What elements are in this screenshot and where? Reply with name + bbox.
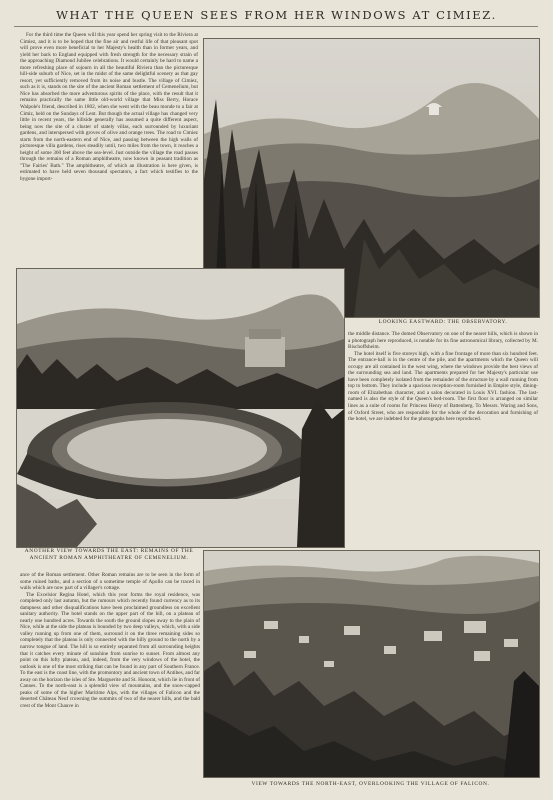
article-column-left-top (20, 32, 198, 264)
caption-amphitheatre (16, 548, 202, 562)
article-paragraph: ance of the Roman settlement. Other Roman remains are to be seen in the form of some ruined baths, and a section of a sometime temple of Apollo can be traced in walls which are now part of a villager's cottage. (20, 572, 200, 592)
header-rule (14, 26, 538, 27)
caption-amphitheatre-line2: ANCIENT ROMAN AMPHITHEATRE OF CEMENELIUM. (29, 555, 189, 561)
falicon-photo (203, 550, 540, 778)
article-column-left-bottom (20, 572, 200, 794)
article-paragraph: the middle distance. The domed Observatory on one of the nearer hills, which is shown in a photograph here reproduced, is notable for its fine astronomical library, collected by M. Bischoffsheim. (348, 331, 538, 351)
caption-falicon: VIEW TOWARDS THE NORTH-EAST, OVERLOOKING THE VILLAGE OF FALICON. (251, 781, 490, 787)
caption-amphitheatre-line1: ANOTHER VIEW TOWARDS THE EAST: REMAINS OF THE (24, 548, 194, 554)
caption-observatory: LOOKING EASTWARD: THE OBSERVATORY. (378, 319, 508, 325)
article-paragraph: The Excelsior Regina Hotel, which this year forms the royal residence, was completed only last autumn, but the rumours which recently found currency as to its dampness and other disqualifications have been proclaimed groundless on excellent sanitary authority. The hotel stands on the upper part of the hill, on a plateau of nearly one hundred acres. Towards the south the ground slopes away to the plain of Nice, while at the side the plateau is bounded by two deep valleys, which, with a side valley running up from one of them, surround it on the three remaining sides so completely that the plateau is only connected with the hilly ground to the north by a narrow tongue of land. The hill is so entirely separated from all surrounding heights that it catches every minute of sunshine from sunrise to sunset. From almost any point on this lofty plateau, and, indeed, from the very windows of the hotel, the outlook is one of the most striking that can be found in any part of Southern France. To the east is the coast line, with the promontory and ancient town of Antibes, and far away on the horizon the isles of Ste. Marguerite and St. Honorat, which lie in front of Cannes. To the north-east is a splendid view of mountains, and the snow-capped peaks of some of the higher Maritime Alps, with the villages of Falicon and the deserted Château Neuf crowning the summits of two of the nearer hills, and the bald crest of the Mont Chauve in (20, 591, 200, 709)
page-title: WHAT THE QUEEN SEES FROM HER WINDOWS AT CIMIEZ. (56, 8, 497, 22)
article-paragraph: For the third time the Queen will this year spend her spring visit to the Riviera at Cimiez, and it is to be hoped that the fine air and restful life of that pleasant spot will prove even more beneficial to her Majesty's health than in former years, and yield her back to England equipped with fresh strength for the necessary strain of the approaching Diamond Jubilee celebrations. It would certainly be hard to name a more refreshing place of sojourn in all the beautiful Riviera than the picturesque hill-side suburb of Nice, set in the midst of the same delightful scenery as that gay resort, yet sufficiently removed from its noise and bustle. The village of Cimiez, such as it is, stands on the site of the ancient Roman settlement of Cemenelium, but Nice has absorbed the more adventurous spirits of the place, with the result that it remains practically the same little old-world village that Miss Berry, Horace Walpole's friend, described in 1802, when she went with the beau monde to a fair at Cimiz, held on the Sundays of Lent. But though the actual village has changed very little in recent years, the hillside generally has assumed a quite different aspect, being now the site of a cluster of stately villas, each surrounded by luxuriant gardens, and interspersed with groves of olive and orange trees. The road to Cimiez starts from the north-eastern end of Nice, and passing between the high walls of picturesque villa gardens, rises steadily until, two miles from the town, it reaches a height of some 360 feet above the sea-level. Just outside the village the road passes through the remains of a Roman amphitheatre, now known in peasant tradition as "The Fairies' Bath." The amphitheatre, of which an illustration is here given, is estimated to have held seven thousand spectators, a fact which testifies to the bygone import- (20, 32, 198, 183)
article-column-right-middle (348, 331, 538, 545)
article-paragraph: The hotel itself is five storeys high, with a fine frontage of more than six hundred feet. The entrance-hall is in the centre of the pile, and the apartments which the Queen will occupy are all contained in the west wing, where the windows provide the best views of the surrounding sea and land. The apartments prepared for her Majesty's particular use have been completely isolated from the remainder of the structure by a wall running from top to bottom. They include a spacious reception-room furnished in Empire style, dining-room of Elizabethan character, and a salon decorated in Louis XVI. fashion. The last-named is also the style of the Queen's bed-room. The first floor is arranged on similar lines as a suite of rooms for Princess Henry of Battenberg. To Messrs. Waring and Sons, of Oxford Street, who are responsible for the whole of the decoration and furnishing of the hotel, we are indebted for the photographs here reproduced. (348, 350, 538, 423)
falicon-image (204, 551, 539, 777)
amphitheatre-photo (16, 268, 345, 548)
amphitheatre-image (17, 269, 344, 547)
